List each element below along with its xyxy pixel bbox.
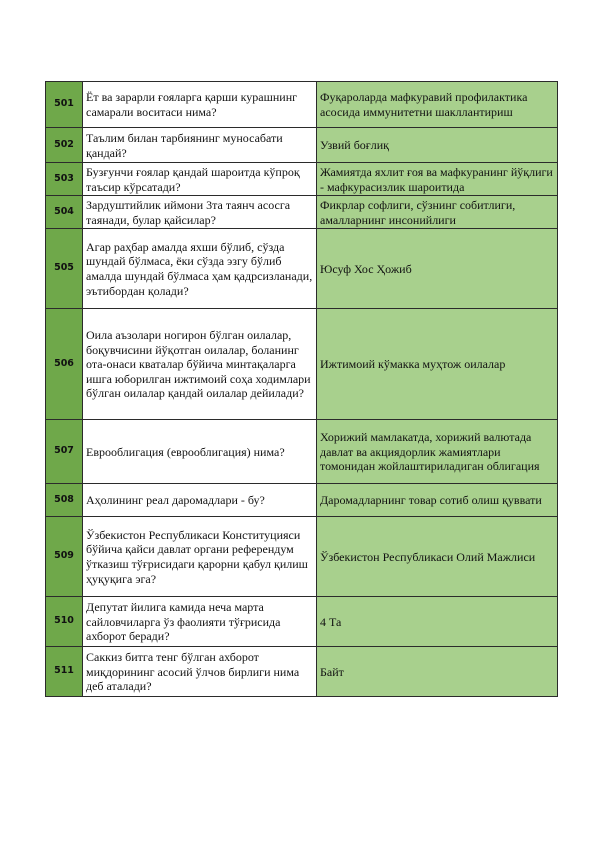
question-text: Саккиз битга тенг бўлган ахборот миқдорининг асосий ўлчов бирлиги нима деб аталади?	[83, 647, 317, 697]
question-number: 504	[46, 196, 83, 229]
answer-text: Ижтимоий кўмакка муҳтож оилалар	[317, 309, 558, 420]
question-number: 501	[46, 82, 83, 128]
question-text: Еврооблигация (еврооблигация) нима?	[83, 420, 317, 484]
question-number: 508	[46, 484, 83, 517]
table-row	[46, 597, 558, 647]
table-row	[46, 517, 558, 597]
table-row	[46, 309, 558, 420]
table-row	[46, 229, 558, 309]
answer-text: Ўзбекистон Республикаси Олий Мажлиси	[317, 517, 558, 597]
question-number: 505	[46, 229, 83, 309]
table-row	[46, 420, 558, 484]
table-row	[46, 484, 558, 517]
table-row	[46, 196, 558, 229]
question-number: 502	[46, 128, 83, 163]
answer-text: Даромадларнинг товар сотиб олиш қуввати	[317, 484, 558, 517]
question-number: 509	[46, 517, 83, 597]
question-number: 503	[46, 163, 83, 196]
answer-text: Узвий боғлиқ	[317, 128, 558, 163]
question-text: Ёт ва зарарли ғояларга қарши курашнинг самарали воситаси нима?	[83, 82, 317, 128]
answer-text: 4 Та	[317, 597, 558, 647]
question-text: Оила аъзолари ногирон бўлган оилалар, боқувчисини йўқотган оилалар, боланинг ота-онаси кваталар бўйича минтақаларга ишга юборилган ижтимоий соҳа ходимлари бўлган оилалар қандай оилалар дейилади?	[83, 309, 317, 420]
answer-text: Байт	[317, 647, 558, 697]
question-number: 510	[46, 597, 83, 647]
answer-text: Фикрлар софлиги, сўзнинг собитлиги, амалларнинг инсонийлиги	[317, 196, 558, 229]
table-row	[46, 647, 558, 697]
table-row	[46, 163, 558, 196]
answer-text: Жамиятда яхлит ғоя ва мафкуранинг йўқлиги - мафкурасизлик шароитида	[317, 163, 558, 196]
question-text: Агар раҳбар амалда яхши бўлиб, сўзда шундай бўлмаса, ёки сўзда эзгу бўлиб амалда шундай бўлмаса ҳам қадрсизланади, эътибордан қолади?	[83, 229, 317, 309]
question-text: Зардуштийлик иймони 3та таянч асосга таянади, булар қайсилар?	[83, 196, 317, 229]
qa-table	[45, 81, 558, 697]
question-text: Аҳолининг реал даромадлари - бу?	[83, 484, 317, 517]
question-text: Бузғунчи ғоялар қандай шароитда кўпроқ таъсир кўрсатади?	[83, 163, 317, 196]
question-text: Ўзбекистон Республикаси Конституцияси бўйича қайси давлат органи референдум ўтказиш тўғрисидаги қарорни қабул қилиш ҳуқуқига эга?	[83, 517, 317, 597]
answer-text: Хорижий мамлакатда, хорижий валютада давлат ва акциядорлик жамиятлари томонидан жойлаштириладиган облигация	[317, 420, 558, 484]
answer-text: Юсуф Хос Ҳожиб	[317, 229, 558, 309]
table-row	[46, 82, 558, 128]
table-row	[46, 128, 558, 163]
question-text: Депутат йилига камида неча марта сайловчиларга ўз фаолияти тўғрисида ахборот беради?	[83, 597, 317, 647]
answer-text: Фуқароларда мафкуравий профилактика асосида иммунитетни шакллантириш	[317, 82, 558, 128]
question-number: 511	[46, 647, 83, 697]
question-number: 507	[46, 420, 83, 484]
question-number: 506	[46, 309, 83, 420]
question-text: Таълим билан тарбиянинг муносабати қандай?	[83, 128, 317, 163]
